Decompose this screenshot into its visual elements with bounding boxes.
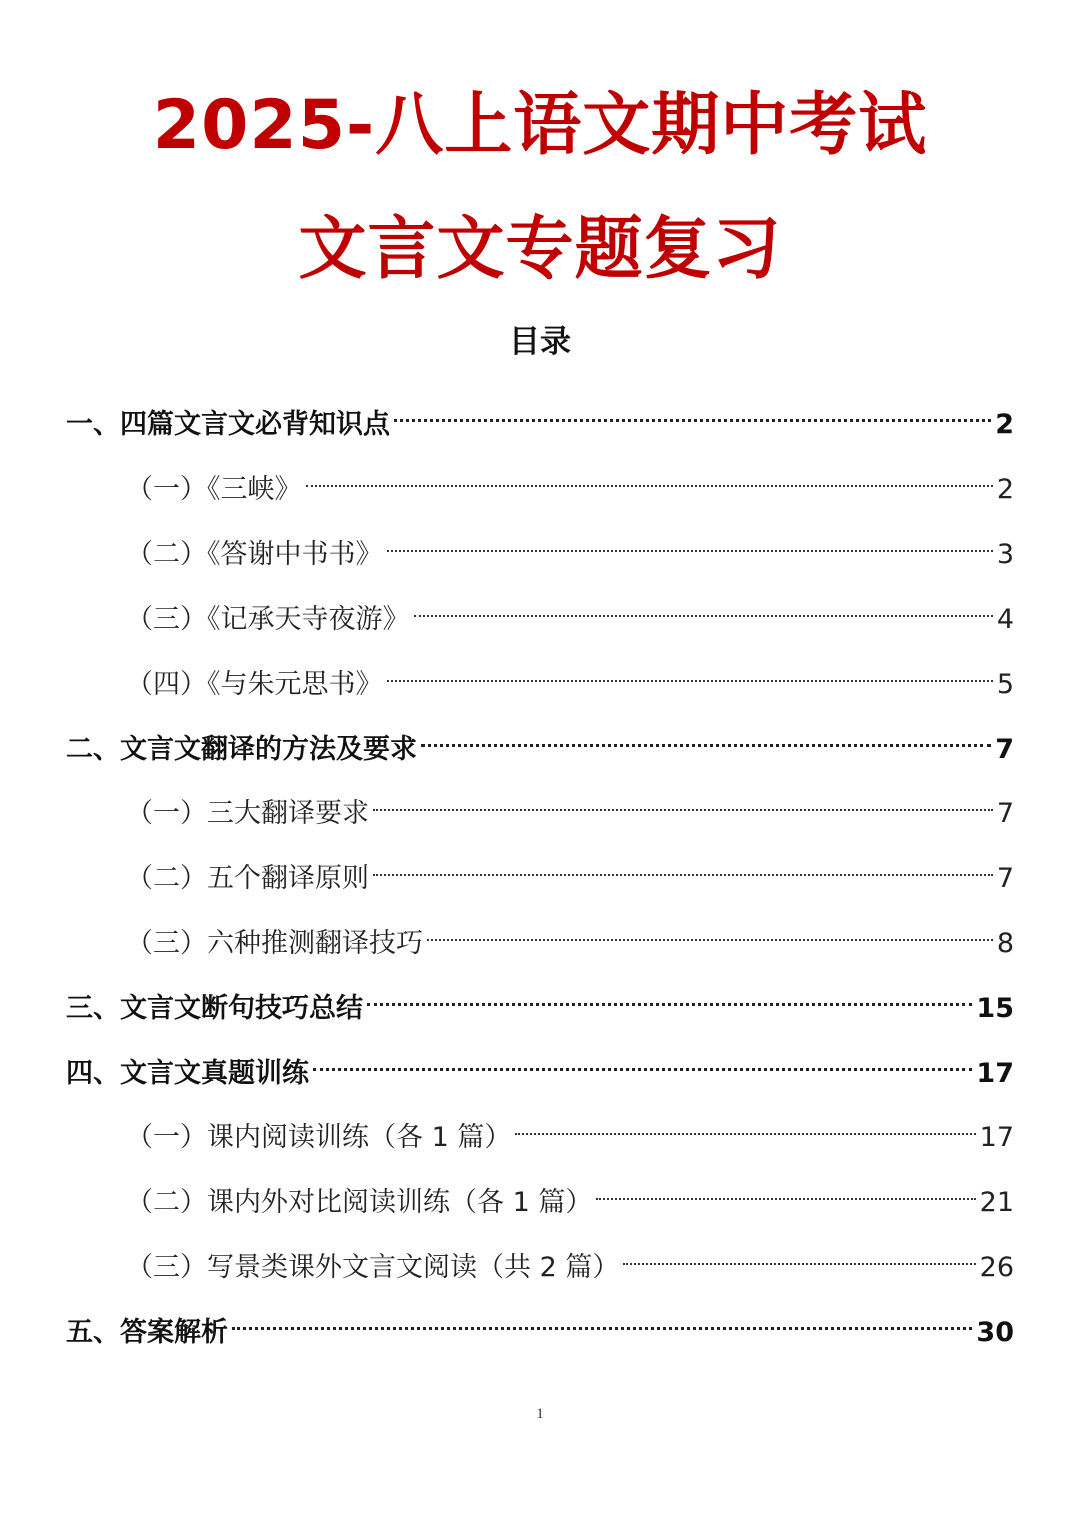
toc-entry-label: （二）《答谢中书书》 [126, 539, 383, 570]
toc-heading: 目录 [509, 324, 571, 360]
toc-entry-subsection[interactable] [126, 776, 1014, 829]
toc-dot-leader [414, 582, 993, 628]
toc-entry-subsection[interactable] [126, 1165, 1014, 1218]
toc-entry-label: （三）六种推测翻译技巧 [126, 928, 423, 959]
toc-entry-label: （一）三大翻译要求 [126, 798, 369, 829]
toc-entry-label: （二）五个翻译原则 [126, 863, 369, 894]
toc-entry-subsection[interactable] [126, 1100, 1014, 1153]
document-title-line-2: 文言文专题复习 [298, 210, 782, 289]
toc-entry-subsection[interactable] [126, 452, 1014, 505]
toc-dot-leader [306, 452, 993, 498]
toc-entry-label: 五、答案解析 [66, 1317, 228, 1348]
toc-entry-subsection[interactable] [126, 906, 1014, 959]
toc-dot-leader [387, 517, 993, 563]
toc-entry-label: （一）《三峡》 [126, 474, 302, 505]
toc-dot-leader [373, 841, 993, 887]
toc-entry-page: 7 [995, 734, 1014, 765]
toc-entry-label: （四）《与朱元思书》 [126, 669, 383, 700]
toc-entry-page: 15 [976, 993, 1014, 1024]
toc-dot-leader [313, 1036, 972, 1082]
toc-entry-label: （二）课内外对比阅读训练（各 1 篇） [126, 1187, 593, 1218]
document-title-line-1: 2025-八上语文期中考试 [152, 86, 928, 165]
toc-entry-subsection[interactable] [126, 647, 1014, 700]
toc-dot-leader [515, 1100, 975, 1146]
toc-dot-leader [596, 1165, 975, 1211]
toc-dot-leader [387, 647, 993, 693]
toc-entry-label: （一）课内阅读训练（各 1 篇） [126, 1122, 512, 1153]
toc-entry-subsection[interactable] [126, 1230, 1014, 1283]
toc-entry-page: 5 [996, 669, 1014, 700]
toc-dot-leader [232, 1295, 972, 1341]
toc-dot-leader [373, 776, 993, 822]
toc-entry-page: 26 [979, 1252, 1014, 1283]
toc-entry-label: 四、文言文真题训练 [66, 1058, 309, 1089]
toc-entry-section-5[interactable] [66, 1295, 1014, 1348]
toc-entry-subsection[interactable] [126, 841, 1014, 894]
toc-dot-leader [427, 906, 993, 952]
toc-entry-page: 17 [979, 1122, 1014, 1153]
toc-entry-section-2[interactable] [66, 712, 1014, 765]
toc-dot-leader [367, 971, 972, 1017]
page-number: 1 [536, 1406, 544, 1422]
toc-entry-section-3[interactable] [66, 971, 1014, 1024]
toc-dot-leader [421, 712, 991, 758]
toc-entry-subsection[interactable] [126, 517, 1014, 570]
toc-entry-label: （三）《记承天寺夜游》 [126, 604, 410, 635]
toc-entry-page: 2 [996, 474, 1014, 505]
toc-entry-label: 三、文言文断句技巧总结 [66, 993, 363, 1024]
toc-entry-page: 4 [996, 604, 1014, 635]
toc-entry-section-1[interactable] [66, 387, 1014, 440]
toc-entry-page: 8 [996, 928, 1014, 959]
toc-entry-page: 30 [976, 1317, 1014, 1348]
toc-entry-page: 7 [996, 863, 1014, 894]
toc-entry-page: 17 [976, 1058, 1014, 1089]
toc-entry-page: 21 [979, 1187, 1014, 1218]
toc-dot-leader [394, 387, 991, 433]
toc-entry-page: 2 [995, 409, 1014, 440]
toc-dot-leader [623, 1230, 975, 1276]
toc-entry-label: （三）写景类课外文言文阅读（共 2 篇） [126, 1252, 620, 1283]
toc-entry-label: 一、四篇文言文必背知识点 [66, 409, 390, 440]
toc-entry-subsection[interactable] [126, 582, 1014, 635]
toc-entry-label: 二、文言文翻译的方法及要求 [66, 734, 417, 765]
toc-entry-page: 7 [996, 798, 1014, 829]
toc-entry-section-4[interactable] [66, 1036, 1014, 1089]
toc-entry-page: 3 [996, 539, 1014, 570]
